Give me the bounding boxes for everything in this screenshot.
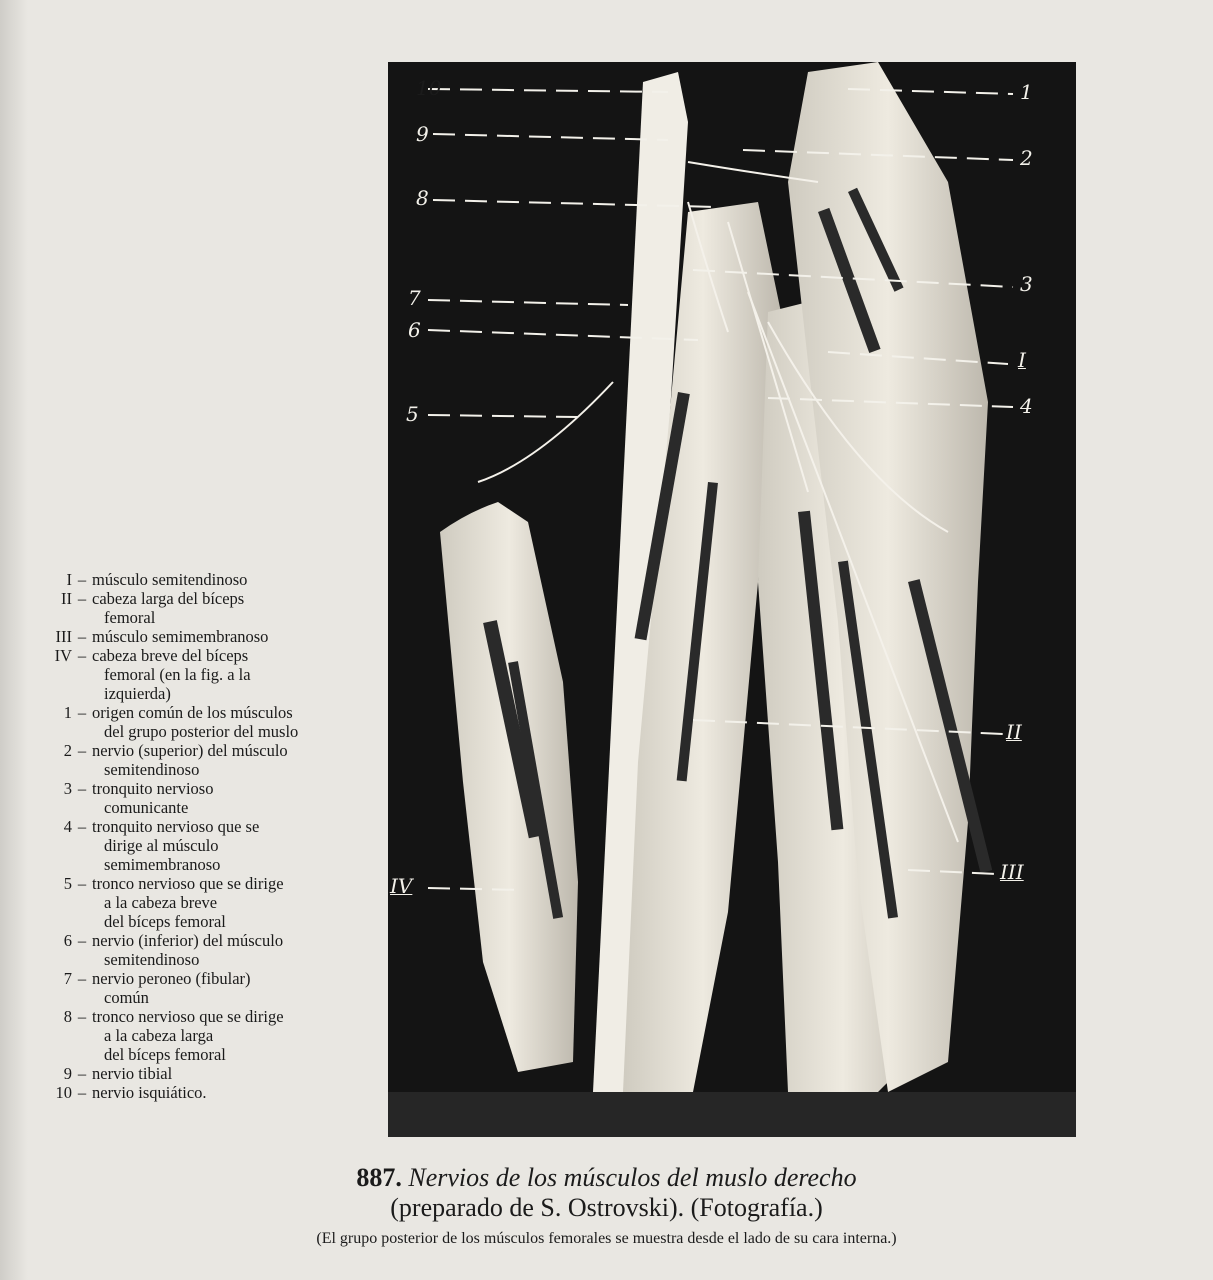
legend-description — [92, 779, 350, 817]
legend-number: 1 — [63, 703, 72, 722]
legend-line: tronquito nervioso que se — [92, 817, 260, 836]
thigh-muscles-nerves-image — [388, 62, 1076, 1137]
figure-legend — [20, 570, 350, 1102]
legend-line: dirige al músculo — [104, 836, 219, 855]
legend-item — [20, 570, 350, 589]
label-8: 8 — [416, 186, 429, 210]
label-IV: IV — [390, 874, 413, 898]
legend-line: cabeza larga del bíceps — [92, 589, 245, 608]
legend-line: semitendinoso — [104, 760, 200, 779]
legend-line: cabeza breve del bíceps — [92, 646, 249, 665]
legend-line: semimembranoso — [104, 855, 221, 874]
legend-line: nervio peroneo (fibular) — [92, 969, 251, 988]
figure-number: 887. — [356, 1163, 402, 1192]
legend-dash: – — [77, 570, 87, 589]
legend-number: 2 — [63, 741, 72, 760]
legend-number: 4 — [63, 817, 72, 836]
legend-dash: – — [77, 817, 87, 836]
legend-dash: – — [77, 627, 87, 646]
label-III: III — [1000, 860, 1024, 884]
legend-dash: – — [77, 1007, 87, 1026]
legend-description — [92, 627, 350, 646]
legend-line: a la cabeza breve — [104, 893, 218, 912]
figure-subtitle: (preparado de S. Ostrovski). (Fotografía.) — [390, 1193, 823, 1222]
legend-item — [20, 817, 350, 874]
legend-number: 3 — [63, 779, 72, 798]
legend-dash: – — [77, 741, 87, 760]
legend-item — [20, 1083, 350, 1102]
legend-description — [92, 1007, 350, 1064]
legend-number: I — [66, 570, 72, 589]
legend-line: izquierda) — [104, 684, 171, 703]
legend-dash: – — [77, 874, 87, 893]
label-7: 7 — [408, 286, 421, 310]
legend-number: 7 — [63, 969, 72, 988]
legend-line: a la cabeza larga — [104, 1026, 214, 1045]
legend-description — [92, 931, 350, 969]
legend-number: 8 — [63, 1007, 72, 1026]
label-6: 6 — [408, 318, 421, 342]
legend-line: femoral (en la fig. a la — [104, 665, 251, 684]
label-II: II — [1006, 720, 1022, 744]
legend-item — [20, 931, 350, 969]
legend-line: del bíceps femoral — [104, 1045, 226, 1064]
legend-line: femoral — [104, 608, 156, 627]
legend-item — [20, 779, 350, 817]
legend-item — [20, 969, 350, 1007]
legend-line: nervio isquiático. — [92, 1083, 207, 1102]
legend-line: tronco nervioso que se dirige — [92, 874, 284, 893]
legend-item — [20, 874, 350, 931]
legend-line: nervio tibial — [92, 1064, 173, 1083]
label-10: 10 — [416, 76, 442, 100]
legend-item — [20, 1007, 350, 1064]
legend-line: nervio (superior) del músculo — [92, 741, 288, 760]
legend-dash: – — [77, 931, 87, 950]
legend-description — [92, 646, 350, 703]
legend-item — [20, 589, 350, 627]
legend-description — [92, 1083, 350, 1102]
legend-line: músculo semitendinoso — [92, 570, 248, 589]
label-9: 9 — [416, 122, 429, 146]
label-2: 2 — [1020, 146, 1033, 170]
legend-dash: – — [77, 779, 87, 798]
legend-dash: – — [77, 589, 87, 608]
legend-item — [20, 646, 350, 703]
label-3: 3 — [1020, 272, 1033, 296]
legend-description — [92, 570, 350, 589]
figure-title: Nervios de los músculos del muslo derecho — [408, 1163, 857, 1192]
legend-item — [20, 627, 350, 646]
legend-description — [92, 969, 350, 1007]
label-1: 1 — [1020, 80, 1033, 104]
legend-description — [92, 874, 350, 931]
legend-line: tronquito nervioso — [92, 779, 214, 798]
legend-description — [92, 741, 350, 779]
legend-dash: – — [77, 969, 87, 988]
legend-dash: – — [77, 703, 87, 722]
label-I: I — [1018, 348, 1026, 372]
legend-line: comunicante — [104, 798, 189, 817]
legend-number: 6 — [63, 931, 72, 950]
legend-dash: – — [77, 1064, 87, 1083]
label-4: 4 — [1020, 394, 1033, 418]
legend-description — [92, 1064, 350, 1083]
legend-item — [20, 741, 350, 779]
legend-description — [92, 703, 350, 741]
legend-line: origen común de los músculos — [92, 703, 293, 722]
legend-line: nervio (inferior) del músculo — [92, 931, 284, 950]
legend-number: II — [61, 589, 72, 608]
figure-caption — [0, 1163, 1213, 1249]
legend-dash: – — [77, 646, 87, 665]
legend-line: del bíceps femoral — [104, 912, 226, 931]
figure-note: (El grupo posterior de los músculos femorales se muestra desde el lado de su cara interna.) — [316, 1230, 897, 1247]
legend-line: músculo semimembranoso — [92, 627, 269, 646]
legend-item — [20, 1064, 350, 1083]
legend-line: tronco nervioso que se dirige — [92, 1007, 284, 1026]
legend-number: 10 — [55, 1083, 72, 1102]
legend-line: del grupo posterior del muslo — [104, 722, 299, 741]
legend-description — [92, 589, 350, 627]
legend-number: IV — [54, 646, 72, 665]
legend-description — [92, 817, 350, 874]
legend-number: 5 — [63, 874, 72, 893]
legend-item — [20, 703, 350, 741]
anatomical-photograph — [388, 62, 1076, 1137]
legend-number: 9 — [63, 1064, 72, 1083]
legend-number: III — [55, 627, 72, 646]
legend-line: semitendinoso — [104, 950, 200, 969]
legend-dash: – — [77, 1083, 87, 1102]
caption-title-line — [0, 1163, 1213, 1193]
legend-line: común — [104, 988, 149, 1007]
label-5: 5 — [406, 402, 419, 426]
